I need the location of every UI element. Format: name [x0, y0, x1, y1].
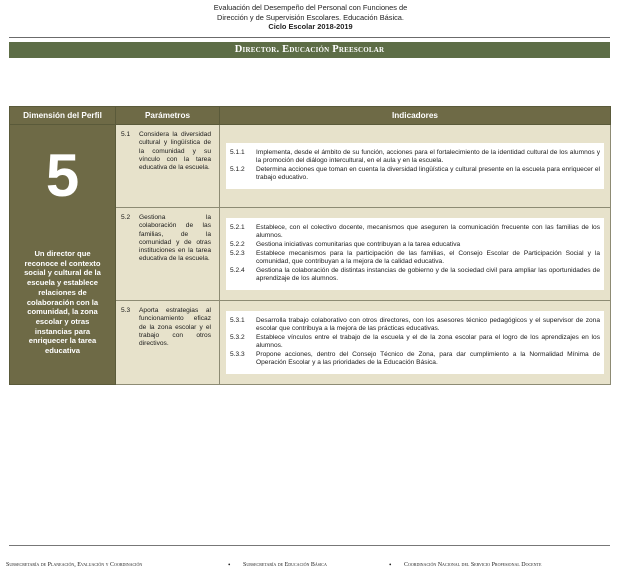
indicators-cell — [220, 125, 611, 208]
indicator-text: Implementa, desde el ámbito de su función, acciones para el fortalecimiento de la identidad cultural de los alumnos y la promoción del diálogo intercultural, en el aula y en la escuela. — [256, 148, 600, 164]
header-line-2: Dirección y de Supervisión Escolares. Educación Básica. — [217, 12, 404, 22]
indicator-number: 5.3.3 — [230, 351, 245, 359]
indicator-number: 5.2.1 — [230, 223, 245, 231]
header-dimension: Dimensión del Perfil — [10, 107, 116, 125]
indicator-text: Desarrolla trabajo colaborativo con otros directores, con los asesores técnico pedagógicos y el supervisor de zona escolar que contribuya a la mejora de las prácticas educativas. — [256, 316, 600, 332]
indicator-item — [230, 224, 600, 240]
indicator-text: Gestiona iniciativas comunitarias que contribuyan a la tarea educativa — [256, 240, 461, 248]
indicator-number: 5.1.2 — [230, 166, 245, 173]
footer-middle: Subsecretaría de Educación Básica — [243, 562, 327, 568]
parameter-cell — [116, 301, 220, 385]
indicator-number: 5.2.2 — [230, 240, 245, 248]
indicator-number: 5.2.4 — [230, 267, 245, 275]
indicator-text: Propone acciones, dentro del Consejo Técnico de Zona, para dar cumplimiento a la Normalidad Mínima de Operación Escolar y a las prioridades de la Educación Básica. — [256, 351, 600, 367]
indicator-number: 5.3.2 — [230, 333, 245, 341]
indicator-item — [230, 317, 600, 333]
profile-table — [9, 106, 611, 385]
indicator-item — [230, 250, 600, 266]
dimension-number: 5 — [45, 142, 80, 209]
parameter-number: 5.1 — [121, 131, 131, 138]
parameter-text: Aporta estrategias al funcionamiento eficaz de la zona escolar y el trabajo con otros directivos. — [139, 307, 211, 348]
footer-right: Coordinación Nacional del Servicio Profesional Docente — [404, 562, 542, 568]
parameter-cell — [116, 125, 220, 208]
header-line-3: Ciclo Escolar 2018-2019 — [268, 22, 353, 32]
indicator-item — [230, 149, 600, 165]
document-header — [0, 3, 621, 32]
indicator-number: 5.3.1 — [230, 316, 245, 324]
parameter-cell — [116, 208, 220, 301]
indicator-item — [230, 267, 600, 283]
header-parametros: Parámetros — [116, 107, 220, 125]
footer-separator-2: • — [389, 561, 392, 569]
top-divider — [9, 37, 610, 38]
dimension-cell — [10, 125, 116, 385]
indicators-cell — [220, 301, 611, 385]
parameter-text: Gestiona la colaboración de las familias, de la comunidad y de otras instituciones en la tarea educativa de la escuela. — [139, 214, 211, 263]
indicator-number: 5.2.3 — [230, 249, 245, 257]
indicator-item — [230, 334, 600, 350]
indicator-text: Establece, con el colectivo docente, mecanismos que aseguren la comunicación frecuente con las familias de los alumnos. — [256, 223, 600, 239]
footer-separator-1: • — [228, 561, 231, 569]
parameter-number: 5.3 — [121, 307, 131, 314]
section-banner: Director. Educación Preescolar — [9, 42, 610, 58]
indicator-text: Gestiona la colaboración de distintas instancias de gobierno y de la sociedad civil para ampliar las oportunidades de aprendizaje de los alumnos. — [256, 267, 600, 283]
parameter-number: 5.2 — [121, 214, 131, 221]
header-line-1: Evaluación del Desempeño del Personal con Funciones de — [213, 3, 408, 12]
indicator-text: Determina acciones que toman en cuenta la diversidad lingüística y cultural presente en la escuela para enriquecer el trabajo educativo. — [256, 166, 600, 182]
indicator-item — [230, 166, 600, 182]
indicator-item — [230, 351, 600, 367]
indicator-number: 5.1.1 — [230, 148, 245, 156]
indicator-item — [230, 241, 600, 249]
header-indicadores: Indicadores — [220, 107, 611, 125]
indicator-text: Establece vínculos entre el trabajo de la escuela y el de la zona escolar para el logro de los aprendizajes en los alumnos. — [256, 333, 600, 349]
parameter-text: Considera la diversidad cultural y lingüística de la comunidad y su vínculo con la tarea educativa de la escuela. — [139, 131, 211, 172]
dimension-description: Un director que reconoce el contexto social y cultural de la escuela y establece relaciones de colaboración con la comunidad, la zona escolar y otras instancias para enriquecer la tarea educativa — [24, 249, 101, 356]
bottom-divider — [9, 545, 610, 546]
indicators-cell — [220, 208, 611, 301]
indicator-text: Establece mecanismos para la participación de las familias, el Consejo Escolar de Participación Social y la comunidad, que contribuyan a la mejora de la calidad educativa. — [256, 249, 600, 266]
footer-left: Subsecretaría de Planeación, Evaluación y Coordinación — [6, 562, 143, 568]
